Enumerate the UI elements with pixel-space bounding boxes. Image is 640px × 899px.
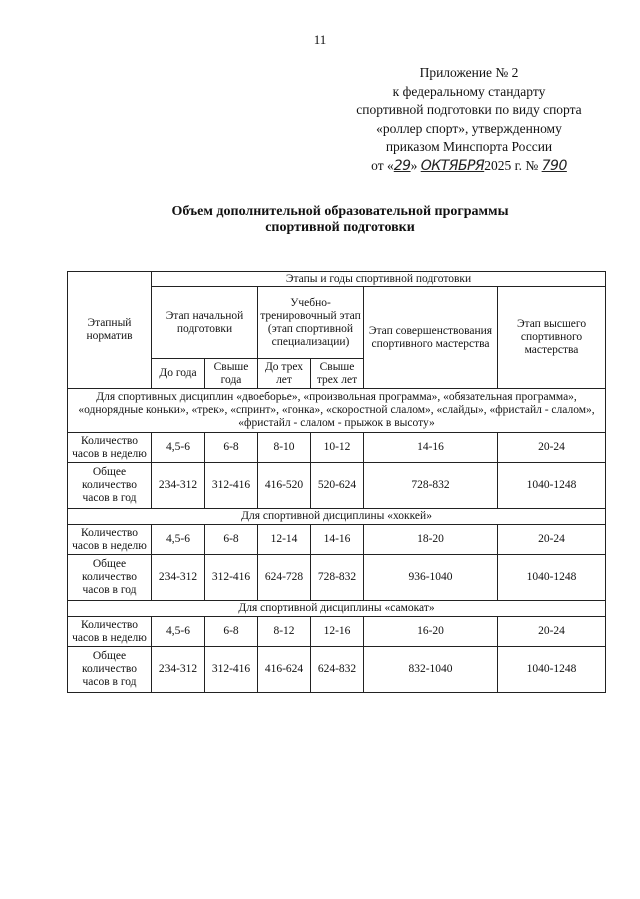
- table-cell: 728-832: [311, 555, 364, 601]
- subheader-over-year: Свыше года: [205, 359, 258, 389]
- table-cell: 16-20: [364, 617, 498, 647]
- table-cell: 14-16: [311, 525, 364, 555]
- table-cell: 520-624: [311, 463, 364, 509]
- row-label-yearly: Общее количество часов в год: [68, 463, 152, 509]
- table-cell: 8-12: [258, 617, 311, 647]
- table-cell: 234-312: [152, 647, 205, 693]
- table-cell: 6-8: [205, 525, 258, 555]
- table-cell: 624-728: [258, 555, 311, 601]
- date-mid: »: [410, 157, 418, 173]
- table-cell: 234-312: [152, 463, 205, 509]
- table-cell: 312-416: [205, 647, 258, 693]
- table-cell: 4,5-6: [152, 525, 205, 555]
- table-cell: 416-624: [258, 647, 311, 693]
- program-volume-table: [67, 271, 606, 693]
- order-number: 790: [541, 157, 567, 174]
- appendix-line: «роллер спорт», утвержденному: [376, 120, 562, 136]
- subheader-up-to-year: До года: [152, 359, 205, 389]
- date-day: 29: [393, 157, 411, 174]
- header-stages: Этапы и годы спортивной подготовки: [152, 272, 606, 287]
- table-cell: 18-20: [364, 525, 498, 555]
- table-cell: 10-12: [311, 433, 364, 463]
- header-stage-training: Учебно-тренировочный этап (этап спортивной специализации): [258, 287, 364, 359]
- table-cell: 12-16: [311, 617, 364, 647]
- table-cell: 312-416: [205, 555, 258, 601]
- document-title: [0, 204, 640, 236]
- table-cell: 6-8: [205, 433, 258, 463]
- subheader-up-to-3-years: До трех лет: [258, 359, 311, 389]
- header-norm: Этапный норматив: [68, 272, 152, 389]
- table-cell: 6-8: [205, 617, 258, 647]
- subheader-over-3-years: Свыше трех лет: [311, 359, 364, 389]
- table-cell: 416-520: [258, 463, 311, 509]
- page-number: 11: [313, 32, 327, 47]
- header-stage-improvement: Этап совершенствования спортивного мастерства: [364, 287, 498, 389]
- table-cell: 20-24: [498, 617, 606, 647]
- table-cell: 234-312: [152, 555, 205, 601]
- row-label-weekly: Количество часов в неделю: [68, 617, 152, 647]
- date-prefix: от «: [371, 157, 394, 173]
- table-cell: 312-416: [205, 463, 258, 509]
- row-label-yearly: Общее количество часов в год: [68, 647, 152, 693]
- section-title: Для спортивной дисциплины «хоккей»: [68, 509, 606, 525]
- appendix-line: Приложение № 2: [419, 65, 519, 80]
- row-label-yearly: Общее количество часов в год: [68, 555, 152, 601]
- table-cell: 20-24: [498, 525, 606, 555]
- table-cell: 728-832: [364, 463, 498, 509]
- table-cell: 1040-1248: [498, 647, 606, 693]
- table-cell: 1040-1248: [498, 463, 606, 509]
- date-year: 2025 г. №: [484, 157, 539, 173]
- table-cell: 4,5-6: [152, 617, 205, 647]
- table-cell: 624-832: [311, 647, 364, 693]
- header-stage-highest: Этап высшего спортивного мастерства: [498, 287, 606, 389]
- appendix-block: [330, 64, 608, 175]
- table-cell: 4,5-6: [152, 433, 205, 463]
- appendix-line: спортивной подготовки по виду спорта: [356, 102, 582, 117]
- table-cell: 832-1040: [364, 647, 498, 693]
- appendix-line: приказом Минспорта России: [385, 139, 553, 154]
- order-date-line: [330, 157, 608, 176]
- appendix-line: к федеральному стандарту: [392, 83, 546, 99]
- section-title: Для спортивной дисциплины «самокат»: [68, 601, 606, 617]
- table-cell: 14-16: [364, 433, 498, 463]
- section-title: Для спортивных дисциплин «двоеборье», «произвольная программа», «обязательная программа», «однорядные коньки», «трек», «спринт», «гонка», «скоростной слалом», «слайды», «фристайл - слалом», «фристайл - слалом - прыжок в высоту»: [68, 389, 606, 433]
- header-stage-initial: Этап начальной подготовки: [152, 287, 258, 359]
- title-line: Объем дополнительной образовательной программы: [171, 204, 509, 219]
- row-label-weekly: Количество часов в неделю: [68, 525, 152, 555]
- title-line: спортивной подготовки: [265, 220, 415, 235]
- table-cell: 12-14: [258, 525, 311, 555]
- row-label-weekly: Количество часов в неделю: [68, 433, 152, 463]
- table-cell: 8-10: [258, 433, 311, 463]
- table-cell: 20-24: [498, 433, 606, 463]
- date-month: ОКТЯБРЯ: [420, 157, 485, 174]
- table-cell: 1040-1248: [498, 555, 606, 601]
- table-cell: 936-1040: [364, 555, 498, 601]
